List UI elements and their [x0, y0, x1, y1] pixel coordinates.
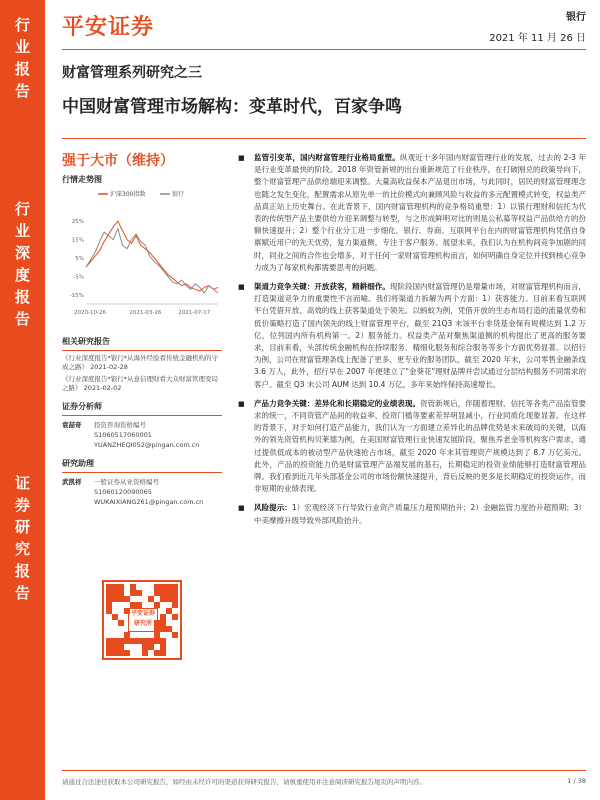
sector-label: 银行	[566, 12, 586, 23]
rating: 强于大市（维持）	[62, 153, 174, 169]
sidebar-char: 业	[14, 38, 30, 56]
trend-chart	[62, 186, 222, 326]
summary-bullet	[238, 152, 586, 274]
bullet-text: 现阶段国内财富管理仍是增量市场，对财富管理机构而言，打造渠道竞争力的重要性不言而喻。我们将渠道力拆解为两个方面：1）获客能力。目前来看互联网平台凭借开放、高效的线上获客渠道处于领先。以蚂蚁为例，凭借开放的生态布局打造的流量优势和低价策略打造了国内领先的线上财富管理平台，截至 21Q3 末该平台非货基金保有规模达到 1.2 万亿，位列国内所有机构第一。2）服务能力。权益类产品对聚焦渠道侧的机构提出了更高的服务要求，目前来看，头部传统金融机构在持续服务、精细化服务和综合服务等多个方面优势显著。以招行为例，公司在财富管理条线上配备了更多、更专业的服务团队，截至 2020 年末，公司零售金融条线 3.6 万人，此外，招行早在 2007 年便建立了"金葵花"理财品牌并尝试通过分层结构服务不同需求的客户。截至 Q3 末公司 AUM 达到 10.4 万亿，多年来始终保持高速增长。	[254, 282, 587, 389]
left-lower	[62, 332, 222, 507]
analysts-title: 证券分析师	[62, 402, 102, 411]
qr-code	[102, 580, 182, 660]
header-divider	[62, 49, 586, 50]
left-column	[62, 150, 222, 185]
summary-bullet	[238, 502, 586, 526]
qr-module	[154, 602, 160, 608]
analyst-credential-label: 投资咨询资格编号	[94, 421, 146, 429]
series-title: 财富管理系列研究之三	[62, 65, 202, 81]
qr-module	[160, 650, 166, 656]
bullet-heading: 渠道力竞争关键：开放获客，精耕细作。	[254, 282, 390, 292]
summary-bullet	[238, 398, 586, 496]
related-item: 《行业深度报告*银行*从意信理财看大众财富管理变局之路》 2021-02-02	[62, 375, 218, 392]
bullet-text: 资管新规后，伴随着理财、信托等各类产品监管要求的统一，不同资管产品间的收益率、投资门槛等要素差异明显减小，行业同质化现象显著。在这样的背景下，对于如何打造产品能力，我们认为一方面建立差异化的品牌优势是未来破局的关键，以海外的领先资管机构贝莱德为例，在美国财富管理行业快速发展阶段，聚焦养老金等机构客户需求，通过提供低成本的被动型产品快速抢占市场，截至 2020 年末其管理资产规模达到了 8.7 万亿美元。此外，产品的投资能力仍是财富管理产品端发展的基石，长期稳定的投资业绩能够打造财富管理品牌。我们看到近几年头部基金公司的市场份额快速提升，背后反映的更多是长期稳定的投资运作，而非短期的业绩表现。	[254, 398, 587, 494]
related-divider	[62, 350, 222, 351]
trend-chart-svg	[62, 186, 222, 326]
legend-label: 银行	[172, 191, 185, 198]
x-tick-label: 2021-03-26	[129, 310, 162, 316]
y-tick-label: 25%	[71, 219, 84, 226]
qr-module	[172, 602, 178, 608]
main-title: 中国财富管理市场解构：变革时代，百家争鸣	[62, 97, 402, 117]
sidebar-char: 券	[14, 496, 30, 514]
analyst-name: 袁喆奇	[62, 421, 82, 429]
sidebar-char: 深	[14, 244, 30, 262]
related-title: 相关研究报告	[62, 337, 110, 346]
sidebar-char: 告	[14, 310, 30, 328]
pingan-logo: 平安证券	[62, 15, 155, 40]
sidebar-label-industry-report	[0, 14, 45, 102]
footer-disclaimer: 请通过合法途径获取本公司研究报告，如经由未经许可的渠道获得研究报告，请慎重使用并注意阅读研究报告尾页的声明内容。	[62, 778, 426, 786]
summary-body	[238, 152, 586, 534]
assistant-divider	[62, 472, 222, 473]
left-sidebar	[0, 0, 45, 800]
bullet-heading: 风险提示：	[254, 503, 292, 513]
qr-module	[172, 632, 178, 638]
y-tick-label: -15%	[69, 292, 84, 299]
qr-module	[136, 590, 142, 596]
qr-module	[118, 620, 124, 626]
sidebar-char: 研	[14, 518, 30, 536]
x-tick-label: 2021-07-17	[178, 310, 211, 316]
sidebar-char: 行	[14, 16, 30, 34]
y-tick-label: -5%	[73, 274, 84, 281]
sidebar-char: 度	[14, 266, 30, 284]
analyst-entry	[62, 420, 222, 450]
sidebar-char: 报	[14, 562, 30, 580]
sidebar-label-securities-report	[0, 472, 45, 604]
assistant-entry	[62, 477, 222, 507]
qr-module	[136, 602, 142, 608]
title-divider	[62, 138, 586, 139]
assistant-name: 武凯祥	[62, 478, 82, 486]
bullet-text: 纵观近十多年国内财富管理行业的发展，过去的 2-3 年是行业变革最快的阶段。2018 年资管新规的出台重新规范了行业秩序，在打破刚兑的政策导向下，整个财富管理产品供给端迎来调整。大量高收益保本产品退出市场，与此同时，居民的财富管理理念也随之发生变化，配置需求从原先单一的比价模式向兼顾风险与收益的多元配置模式转变，权益类产品真正站上历史舞台。在此背景下，国内财富管理机构的竞争格局重塑：1）以银行理财和信托为代表的传统型产品主要供给方迎来调整与转型，与之形成鲜明对比的则是公私募等权益产品供给方的份额快速提升；2）整个行业分工进一步细化，银行、券商、互联网平台在内的财富管理机构凭借自身禀赋近用户的先天优势，复力渠道侧，专注于客户服务。展望未来，我们认为在机构间竞争加剧的同时，同业之间的合作也会增多，对于任何一家财富管理机构而言，如何明确自身定位并找到核心竞争力成为了每家机构都需要思考的问题。	[254, 153, 586, 272]
sidebar-char: 报	[14, 60, 30, 78]
bullet-heading: 产品力竞争关键：差异化和长期稳定的业绩表现。	[254, 398, 421, 408]
analysts-divider	[62, 415, 222, 416]
report-date: 2021 年 11 月 26 日	[489, 33, 586, 44]
page-number: 1 / 38	[567, 777, 586, 785]
assistant-credential-number: S1060120090065	[94, 488, 152, 496]
sidebar-char: 业	[14, 222, 30, 240]
bullet-text: 1）宏观经济下行导致行业资产质量压力超预期抬升；2）金融监管力度抬升超预期；3）中美摩擦升级导致外部风险抬升。	[254, 503, 586, 525]
assistant-info	[94, 477, 203, 507]
series-line	[86, 221, 218, 291]
y-tick-label: 15%	[71, 237, 84, 244]
header-meta	[489, 8, 586, 44]
related-item: 《行业深度报告*银行*从海外经验看传统金融机构的守成之路》 2021-02-28	[62, 354, 218, 371]
assistant-title: 研究助理	[62, 459, 94, 468]
trend-label: 行情走势图	[62, 175, 102, 184]
qr-logo: 平安证券研究所	[128, 608, 158, 632]
legend-label: 沪深300指数	[110, 191, 146, 198]
footer-divider	[62, 770, 586, 771]
qr-module	[124, 650, 130, 656]
footer	[62, 777, 586, 786]
assistant-email: WUKAIXIANG261@pingan.com.cn	[94, 498, 204, 506]
sidebar-char: 究	[14, 540, 30, 558]
x-tick-label: 2020-10-26	[74, 310, 106, 316]
y-tick-label: 5%	[75, 256, 84, 262]
sidebar-char: 证	[14, 474, 30, 492]
qr-module	[172, 614, 178, 620]
summary-bullet	[238, 281, 586, 391]
analyst-email: YUANZHEQI052@pingan.com.cn	[94, 441, 200, 449]
assistant-credential-label: 一般证券从业资格编号	[94, 478, 159, 486]
sidebar-char: 告	[14, 82, 30, 100]
sidebar-char: 行	[14, 200, 30, 218]
related-list	[62, 354, 222, 393]
qr-module	[124, 608, 130, 614]
analyst-info	[94, 420, 199, 450]
sidebar-char: 报	[14, 288, 30, 306]
qr-module	[142, 650, 148, 656]
bullet-heading: 监管引变革，国内财富管理行业格局重塑。	[254, 153, 400, 162]
analyst-credential-number: S1060517060001	[94, 431, 152, 439]
sidebar-char: 告	[14, 584, 30, 602]
sidebar-label-deep-report	[0, 198, 45, 330]
